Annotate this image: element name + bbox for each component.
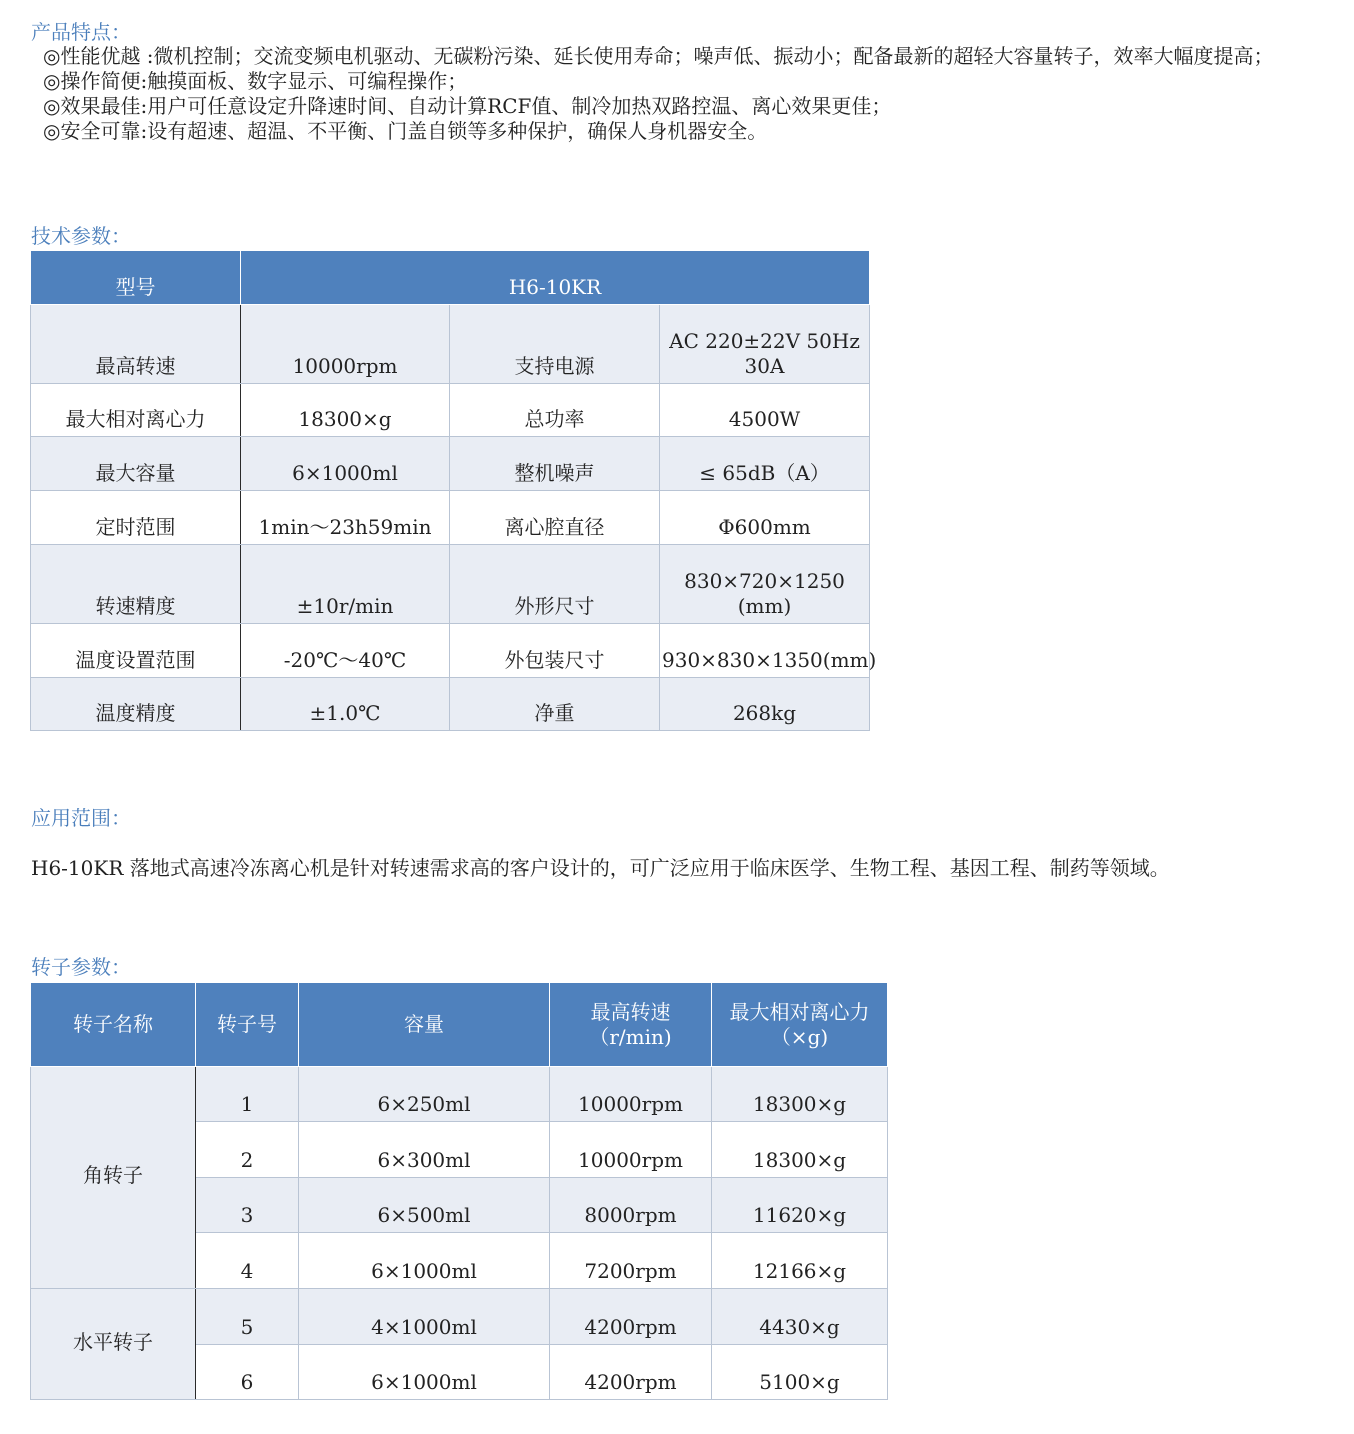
tech-cell: 离心腔直径	[450, 491, 660, 545]
tech-cell: 转速精度	[31, 545, 241, 624]
rotor-cell: 6	[196, 1345, 299, 1400]
tech-cell: 6×1000ml	[241, 437, 450, 491]
rotor-cell: 2	[196, 1122, 299, 1178]
rotor-cell: 6×250ml	[299, 1067, 550, 1122]
tech-cell: 外形尺寸	[450, 545, 660, 624]
tech-cell: 18300×g	[241, 384, 450, 437]
tech-cell: 930×830×1350(mm)	[660, 624, 870, 678]
rotor-title: 转子参数：	[31, 955, 131, 979]
rotor-cell: 4	[196, 1233, 299, 1289]
rotor-cell: 5	[196, 1289, 299, 1345]
tech-cell: Φ600mm	[660, 491, 870, 545]
tech-cell: 1min～23h59min	[241, 491, 450, 545]
rotor-cell: 6×300ml	[299, 1122, 550, 1178]
rotor-header: 最高转速（r/min)	[550, 983, 712, 1067]
rotor-header: 转子名称	[31, 983, 196, 1067]
rotor-cell: 6×1000ml	[299, 1233, 550, 1289]
rotor-cell: 4200rpm	[550, 1289, 712, 1345]
tech-model-value: H6-10KR	[241, 251, 870, 305]
feature-item: ◎安全可靠:设有超速、超温、不平衡、门盖自锁等多种保护，确保人身机器安全。	[43, 119, 768, 143]
tech-cell: 温度精度	[31, 678, 241, 731]
application-text: H6-10KR 落地式高速冷冻离心机是针对转速需求高的客户设计的，可广泛应用于临床医学、生物工程、基因工程、制药等领域。	[31, 856, 1170, 880]
tech-cell: 支持电源	[450, 305, 660, 384]
tech-cell: 最大相对离心力	[31, 384, 241, 437]
rotor-cell: 6×1000ml	[299, 1345, 550, 1400]
tech-cell: 最大容量	[31, 437, 241, 491]
features-list	[31, 44, 1341, 144]
rotor-cell: 1	[196, 1067, 299, 1122]
features-title: 产品特点：	[31, 20, 131, 44]
rotor-cell: 18300×g	[712, 1067, 888, 1122]
tech-cell: AC 220±22V 50Hz 30A	[660, 305, 870, 384]
rotor-cell: 4430×g	[712, 1289, 888, 1345]
tech-cell: 最高转速	[31, 305, 241, 384]
rotor-table	[30, 982, 888, 1400]
rotor-group-name: 水平转子	[31, 1289, 196, 1400]
rotor-cell: 5100×g	[712, 1345, 888, 1400]
tech-cell: 定时范围	[31, 491, 241, 545]
rotor-cell: 4×1000ml	[299, 1289, 550, 1345]
tech-cell: 净重	[450, 678, 660, 731]
rotor-cell: 8000rpm	[550, 1178, 712, 1233]
tech-cell: 830×720×1250 (mm)	[660, 545, 870, 624]
tech-cell: ±1.0℃	[241, 678, 450, 731]
rotor-cell: 10000rpm	[550, 1067, 712, 1122]
tech-model-label: 型号	[31, 251, 241, 305]
rotor-cell: 11620×g	[712, 1178, 888, 1233]
feature-item: ◎性能优越 :微机控制；交流变频电机驱动、无碳粉污染、延长使用寿命；噪声低、振动小；配备最新的超轻大容量转子，效率大幅度提高；	[43, 44, 1274, 68]
tech-cell: 外包装尺寸	[450, 624, 660, 678]
rotor-cell: 7200rpm	[550, 1233, 712, 1289]
tech-cell: -20℃～40℃	[241, 624, 450, 678]
rotor-cell: 3	[196, 1178, 299, 1233]
rotor-cell: 18300×g	[712, 1122, 888, 1178]
rotor-header: 转子号	[196, 983, 299, 1067]
tech-cell: 温度设置范围	[31, 624, 241, 678]
rotor-group-name: 角转子	[31, 1067, 196, 1289]
tech-table	[30, 250, 877, 731]
tech-cell: ±10r/min	[241, 545, 450, 624]
tech-cell: 4500W	[660, 384, 870, 437]
tech-cell: 总功率	[450, 384, 660, 437]
tech-cell: 268kg	[660, 678, 870, 731]
application-title: 应用范围：	[31, 806, 131, 830]
rotor-cell: 12166×g	[712, 1233, 888, 1289]
rotor-header: 最大相对离心力（×g)	[712, 983, 888, 1067]
tech-title: 技术参数：	[31, 224, 131, 248]
rotor-cell: 10000rpm	[550, 1122, 712, 1178]
rotor-cell: 6×500ml	[299, 1178, 550, 1233]
tech-cell: ≤ 65dB（A）	[660, 437, 870, 491]
rotor-cell: 4200rpm	[550, 1345, 712, 1400]
tech-cell: 10000rpm	[241, 305, 450, 384]
feature-item: ◎效果最佳:用户可任意设定升降速时间、自动计算RCF值、制冷加热双路控温、离心效果更佳；	[43, 94, 892, 118]
feature-item: ◎操作简便:触摸面板、数字显示、可编程操作；	[43, 69, 468, 93]
rotor-header: 容量	[299, 983, 550, 1067]
tech-cell: 整机噪声	[450, 437, 660, 491]
